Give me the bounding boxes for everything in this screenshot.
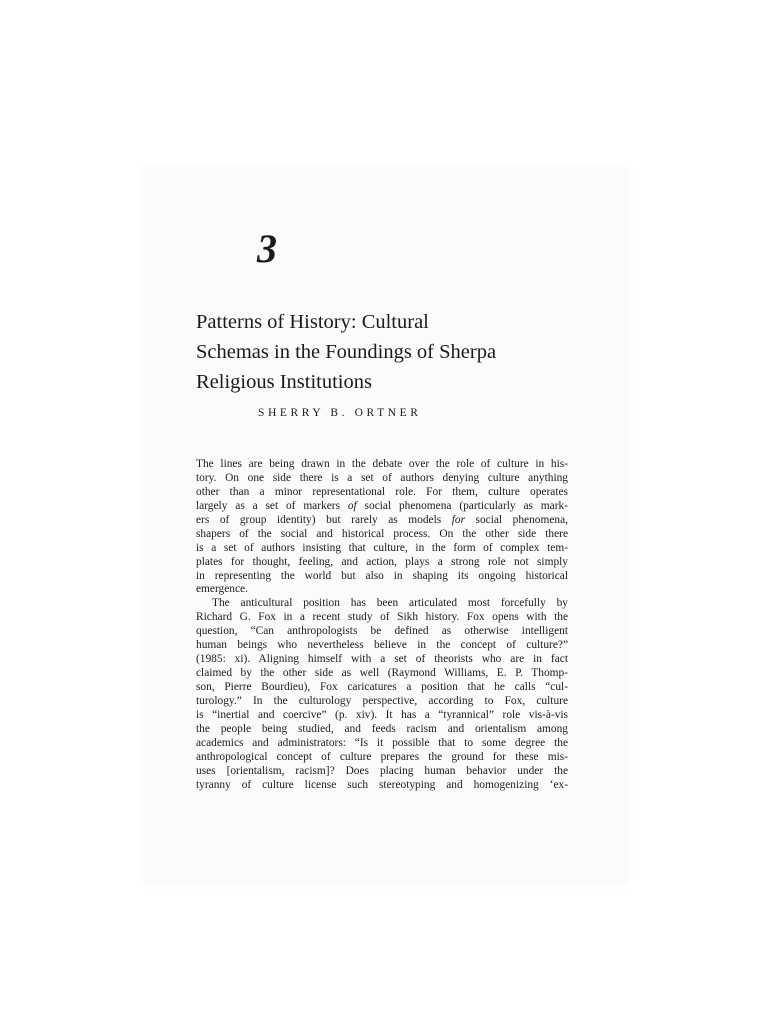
body-line: other than a minor representational role. For them, culture operates [196,485,568,498]
body-line: plates for thought, feeling, and action, plays a strong role not simply [196,555,568,568]
body-line: in representing the world but also in shaping its ongoing historical [196,569,568,582]
body-line: Richard G. Fox in a recent study of Sikh history. Fox opens with the [196,611,568,624]
body-line: ers of group identity) but rarely as models for social phenomena, [196,513,568,526]
body-line: human beings who nevertheless believe in the concept of culture?” [196,639,568,652]
body-line: claimed by the other side as well (Raymond Williams, E. P. Thomp- [196,667,568,680]
body-line: is “inertial and coercive” (p. xiv). It has a “tyrannical” role vis-à-vis [196,708,568,721]
chapter-title-line: Patterns of History: Cultural [196,311,429,333]
emphasis-word: for [451,513,465,526]
body-line: question, “Can anthropologists be defined as otherwise intelligent [196,625,568,638]
chapter-author: SHERRY B. ORTNER [258,407,422,419]
body-line: turology.” In the culturology perspective, according to Fox, culture [196,694,568,707]
chapter-title-line: Schemas in the Foundings of Sherpa [196,341,497,363]
body-text [196,458,568,793]
body-line: The anticultural position has been articulated most forcefully by [212,597,568,610]
chapter-number: 3 [257,226,277,271]
chapter-title [196,307,596,397]
body-line: anthropological concept of culture prepares the ground for these mis- [196,750,568,763]
chapter-title-line: Religious Institutions [196,371,372,393]
emphasis-word: of [347,499,357,512]
body-line: the people being studied, and feeds racism and orientalism among [196,722,568,735]
body-line: son, Pierre Bourdieu), Fox caricatures a position that he calls “cul- [196,681,568,693]
body-line: (1985: xi). Aligning himself with a set of theorists who are in fact [196,653,568,666]
body-line: shapers of the social and historical process. On the other side there [196,527,568,540]
body-line: is a set of authors insisting that culture, in the form of complex tem- [196,541,568,554]
body-line: largely as a set of markers of social phenomena (particularly as mark- [196,499,568,512]
body-line: emergence. [196,583,248,596]
body-line: tory. On one side there is a set of authors denying culture anything [196,471,568,484]
body-line: uses [orientalism, racism]? Does placing human behavior under the [196,764,568,777]
body-line: tyranny of culture license such stereotyping and homogenizing ‘ex- [196,778,568,791]
body-line: academics and administrators: “Is it possible that to some degree the [196,736,568,749]
body-line: The lines are being drawn in the debate over the role of culture in his- [196,458,568,470]
